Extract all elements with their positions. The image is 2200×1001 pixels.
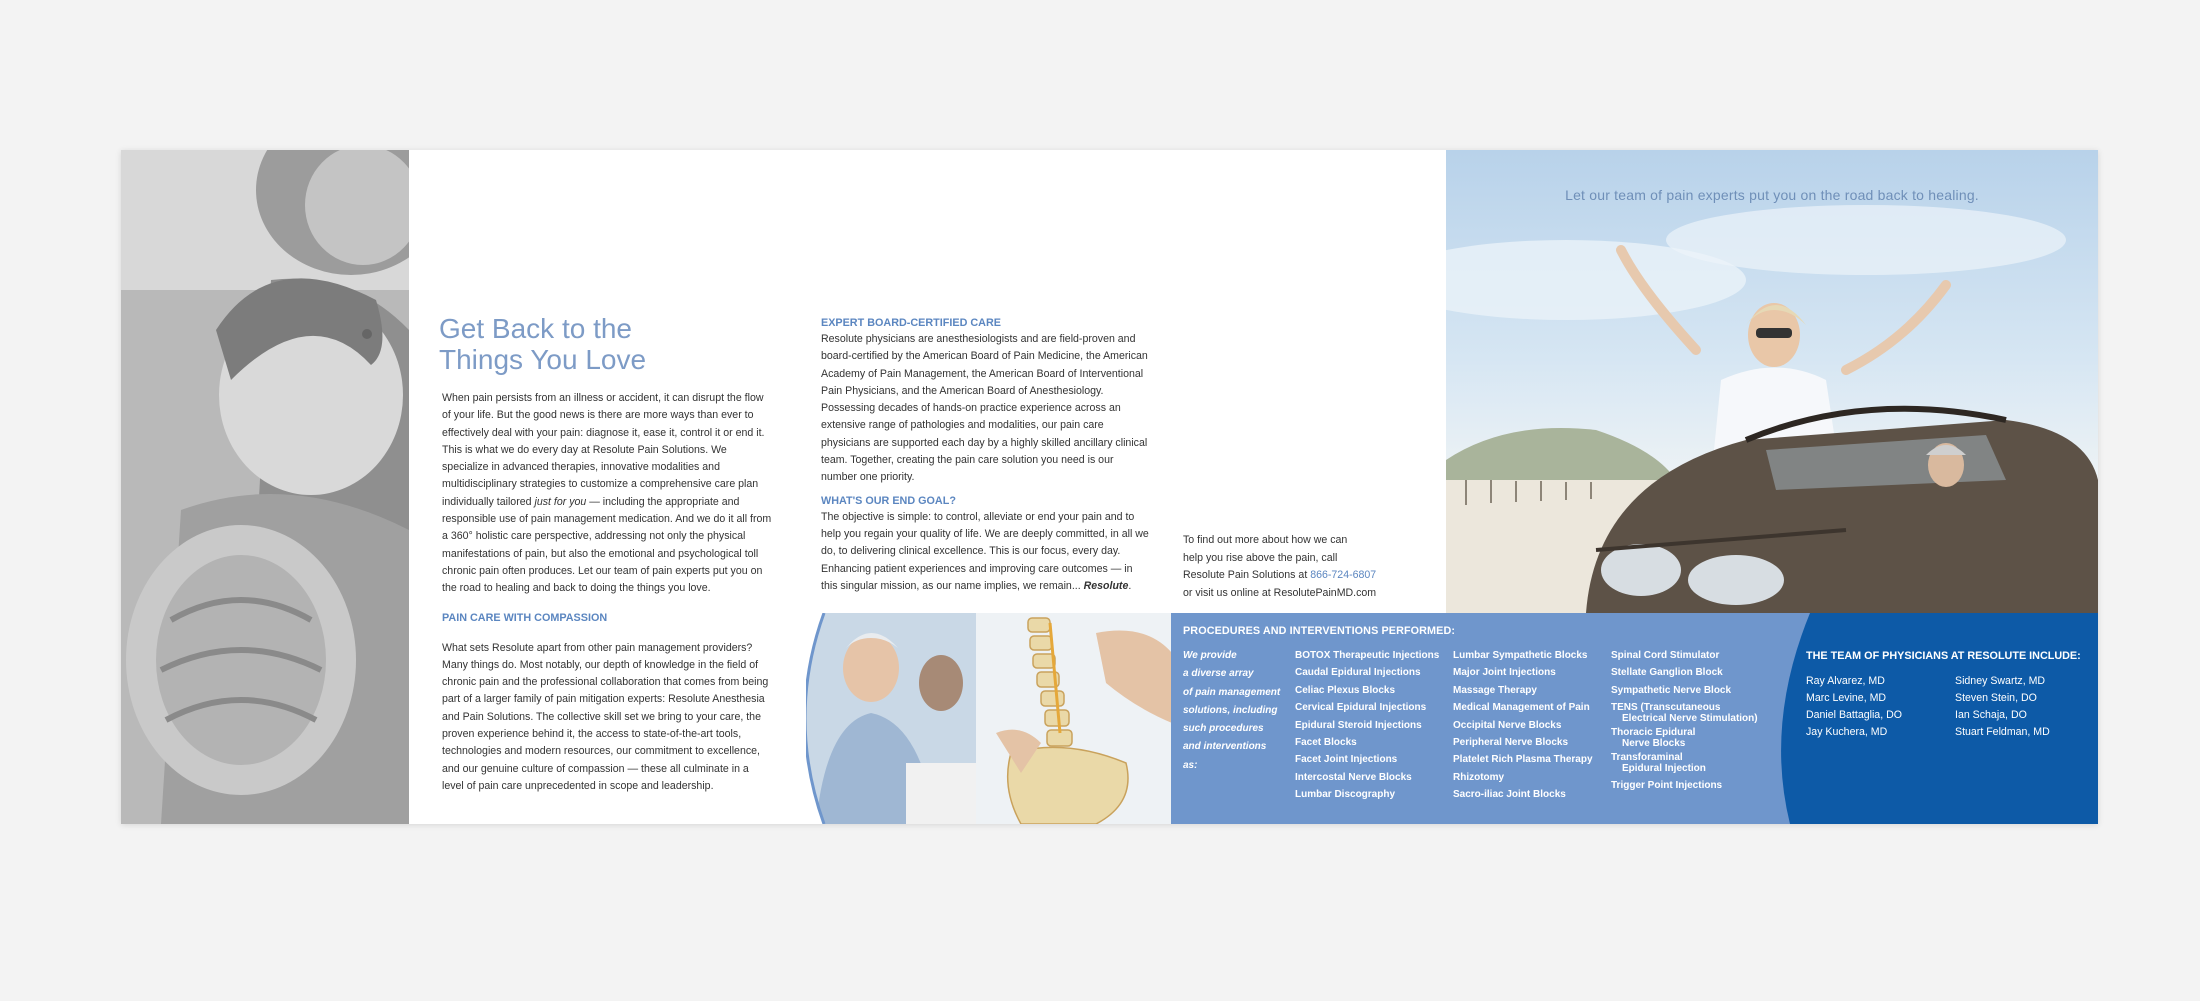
procedure-item — [1611, 702, 1758, 724]
procedures-list-3 — [1611, 647, 1758, 795]
procedure-item: Lumbar Sympathetic Blocks — [1453, 650, 1588, 661]
medical-illustration — [806, 613, 1172, 824]
procedure-item: Platelet Rich Plasma Therapy — [1453, 754, 1593, 766]
father-son-baseball-photo — [121, 150, 409, 824]
intro-paragraph — [442, 390, 772, 598]
physician-name: Ian Schaja, DO — [1955, 709, 2027, 721]
physician-name: Daniel Battaglia, DO — [1806, 709, 1902, 721]
goal-italic: Resolute — [1083, 579, 1129, 592]
physician-name: Steven Stein, DO — [1955, 692, 2037, 704]
headline-line-2: Things You Love — [439, 344, 647, 375]
contact-line-4: or visit us online at ResolutePainMD.com — [1183, 586, 1377, 599]
procedure-item-line: Thoracic Epidural — [1611, 727, 1696, 739]
board-paragraph: Resolute physicians are anesthesiologists and are field-proven and board-certified by the American Board of Pain Medicine, the American Academy of Pain Management, the American Board of Interventional Pain Physicians, and the American Board of Anesthesiology. Possessing decades of hands-on practice experience across an extensive range of pathologies and modalities, our pain care physicians are supported each day by a highly skilled ancillary clinical team. Together, creating the pain care solution you need is our number one priority. — [821, 333, 1148, 484]
procedure-item: Sacro-iliac Joint Blocks — [1453, 789, 1566, 801]
headline-line-1: Get Back to the — [439, 313, 632, 344]
procedure-item: BOTOX Therapeutic Injections — [1295, 650, 1440, 661]
procedure-item: Cervical Epidural Injections — [1295, 702, 1427, 714]
physician-name: Ray Alvarez, MD — [1806, 675, 1885, 687]
physicians-list-2 — [1955, 673, 2050, 741]
procedure-item: Medical Management of Pain — [1453, 702, 1590, 714]
goal-heading: WHAT'S OUR END GOAL? — [821, 494, 956, 507]
procedure-item: Massage Therapy — [1453, 684, 1537, 696]
procedure-item-line: Epidural Injection — [1622, 763, 1706, 775]
procedures-title: PROCEDURES AND INTERVENTIONS PERFORMED: — [1183, 625, 1456, 637]
procedure-item: Major Joint Injections — [1453, 667, 1556, 679]
procedure-item: Facet Blocks — [1295, 737, 1357, 749]
contact-line-3 — [1183, 567, 1413, 585]
convertible-photo — [1446, 150, 2098, 613]
intro-text-rest: — including the appropriate and responsible use of pain management medication. And we do it all from a 360° holistic care perspective, addressing not only the physical manifestations of pain, but also the emotional and psychological toll chronic pain often produces. Let our team of pain experts put you on the road to healing and back to doing the things you love. — [442, 495, 772, 595]
goal-text: The objective is simple: to control, alleviate or end your pain and to help you regain your quality of life. We are deeply committed, in all we do, to delivering clinical excellence. This is our focus, every day. Enhancing patient experiences and improving care outcomes — in this singular mission, as our name implies, we remain... — [821, 510, 1149, 592]
procedure-item: Rhizotomy — [1453, 771, 1505, 783]
physicians-title: THE TEAM OF PHYSICIANS AT RESOLUTE INCLUDE: — [1806, 650, 2081, 662]
procedures-intro — [1183, 647, 1283, 775]
procedures-intro-line: a diverse array — [1183, 668, 1254, 680]
procedures-intro-line: such procedures — [1183, 723, 1264, 735]
procedure-item: Epidural Steroid Injections — [1295, 719, 1422, 731]
physician-name: Sidney Swartz, MD — [1955, 675, 2046, 687]
contact-block — [1183, 532, 1413, 602]
procedures-list-2 — [1453, 647, 1593, 804]
physician-name: Stuart Feldman, MD — [1955, 726, 2050, 738]
procedure-item: Sympathetic Nerve Block — [1611, 684, 1732, 696]
compassion-heading: PAIN CARE WITH COMPASSION — [442, 611, 608, 624]
procedures-intro-line: We provide — [1183, 650, 1237, 661]
physician-name: Marc Levine, MD — [1806, 692, 1887, 704]
page-headline — [439, 313, 772, 375]
procedure-item: Celiac Plexus Blocks — [1295, 684, 1396, 696]
procedure-item: Spinal Cord Stimulator — [1611, 650, 1720, 661]
phone-number[interactable]: 866-724-6807 — [1310, 569, 1377, 581]
procedure-item: Trigger Point Injections — [1611, 780, 1723, 792]
procedures-intro-line: of pain management — [1183, 686, 1281, 698]
procedure-item-line: Nerve Blocks — [1622, 738, 1686, 750]
compassion-paragraph: What sets Resolute apart from other pain management providers? Many things do. Most notably, our depth of knowledge in the field of chronic pain and the professional collaboration that comes from being part of a larger family of pain mitigation experts: Resolute Anesthesia and Pain Solutions. The collective skill set we bring to your care, the proven experience behind it, the access to state-of-the-art tools, technologies and modern resources, our commitment to excellence, and our genuine culture of compassion — these all culminate in a level of pain care unprecedented in scope and leadership. — [442, 641, 769, 792]
procedure-item-line: TENS (Transcutaneous — [1611, 702, 1721, 714]
procedure-item: Occipital Nerve Blocks — [1453, 719, 1562, 731]
tagline: Let our team of pain experts put you on the road back to healing. — [1565, 187, 1979, 203]
convertible-illustration — [1446, 150, 2098, 613]
procedure-item: Facet Joint Injections — [1295, 754, 1398, 766]
doctor-spine-photo — [806, 613, 1172, 824]
contact-line-1: To find out more about how we can — [1183, 534, 1348, 546]
procedure-item: Intercostal Nerve Blocks — [1295, 771, 1412, 783]
contact-line-2: help you rise above the pain, call — [1183, 551, 1338, 564]
photo-illustration — [121, 150, 409, 824]
procedure-item: Caudal Epidural Injections — [1295, 667, 1421, 679]
physician-name: Jay Kuchera, MD — [1806, 726, 1888, 738]
procedure-item-line: Transforaminal — [1611, 752, 1683, 764]
board-heading: EXPERT BOARD-CERTIFIED CARE — [821, 317, 1001, 329]
goal-end: . — [1128, 579, 1132, 592]
physicians-list-1 — [1806, 673, 1902, 741]
board-column — [821, 316, 1151, 595]
procedure-item: Stellate Ganglion Block — [1611, 667, 1723, 679]
intro-column — [439, 313, 772, 795]
procedures-intro-line: solutions, including — [1183, 704, 1278, 716]
procedure-item: Peripheral Nerve Blocks — [1453, 737, 1569, 749]
procedures-list-1 — [1295, 647, 1439, 804]
goal-paragraph — [821, 509, 1151, 595]
procedure-item: Lumbar Discography — [1295, 789, 1396, 801]
procedure-item — [1611, 752, 1758, 774]
intro-italic: just for you — [534, 495, 587, 508]
intro-text: When pain persists from an illness or accident, it can disrupt the flow of your life. But the good news is there are more ways than ever to effectively deal with your pain: diagnose it, ease it, control it or end it. This is what we do every day at Resolute Pain Solutions. We specialize in advanced therapies, innovative modalities and multidisciplinary strategies to customize a comprehensive care plan individually tailored — [442, 392, 765, 508]
contact-line-3-prefix: Resolute Pain Solutions at — [1183, 569, 1311, 581]
procedure-item — [1611, 727, 1758, 749]
procedure-item-line: Electrical Nerve Stimulation) — [1622, 713, 1758, 725]
procedures-intro-line: and interventions as: — [1183, 741, 1267, 771]
